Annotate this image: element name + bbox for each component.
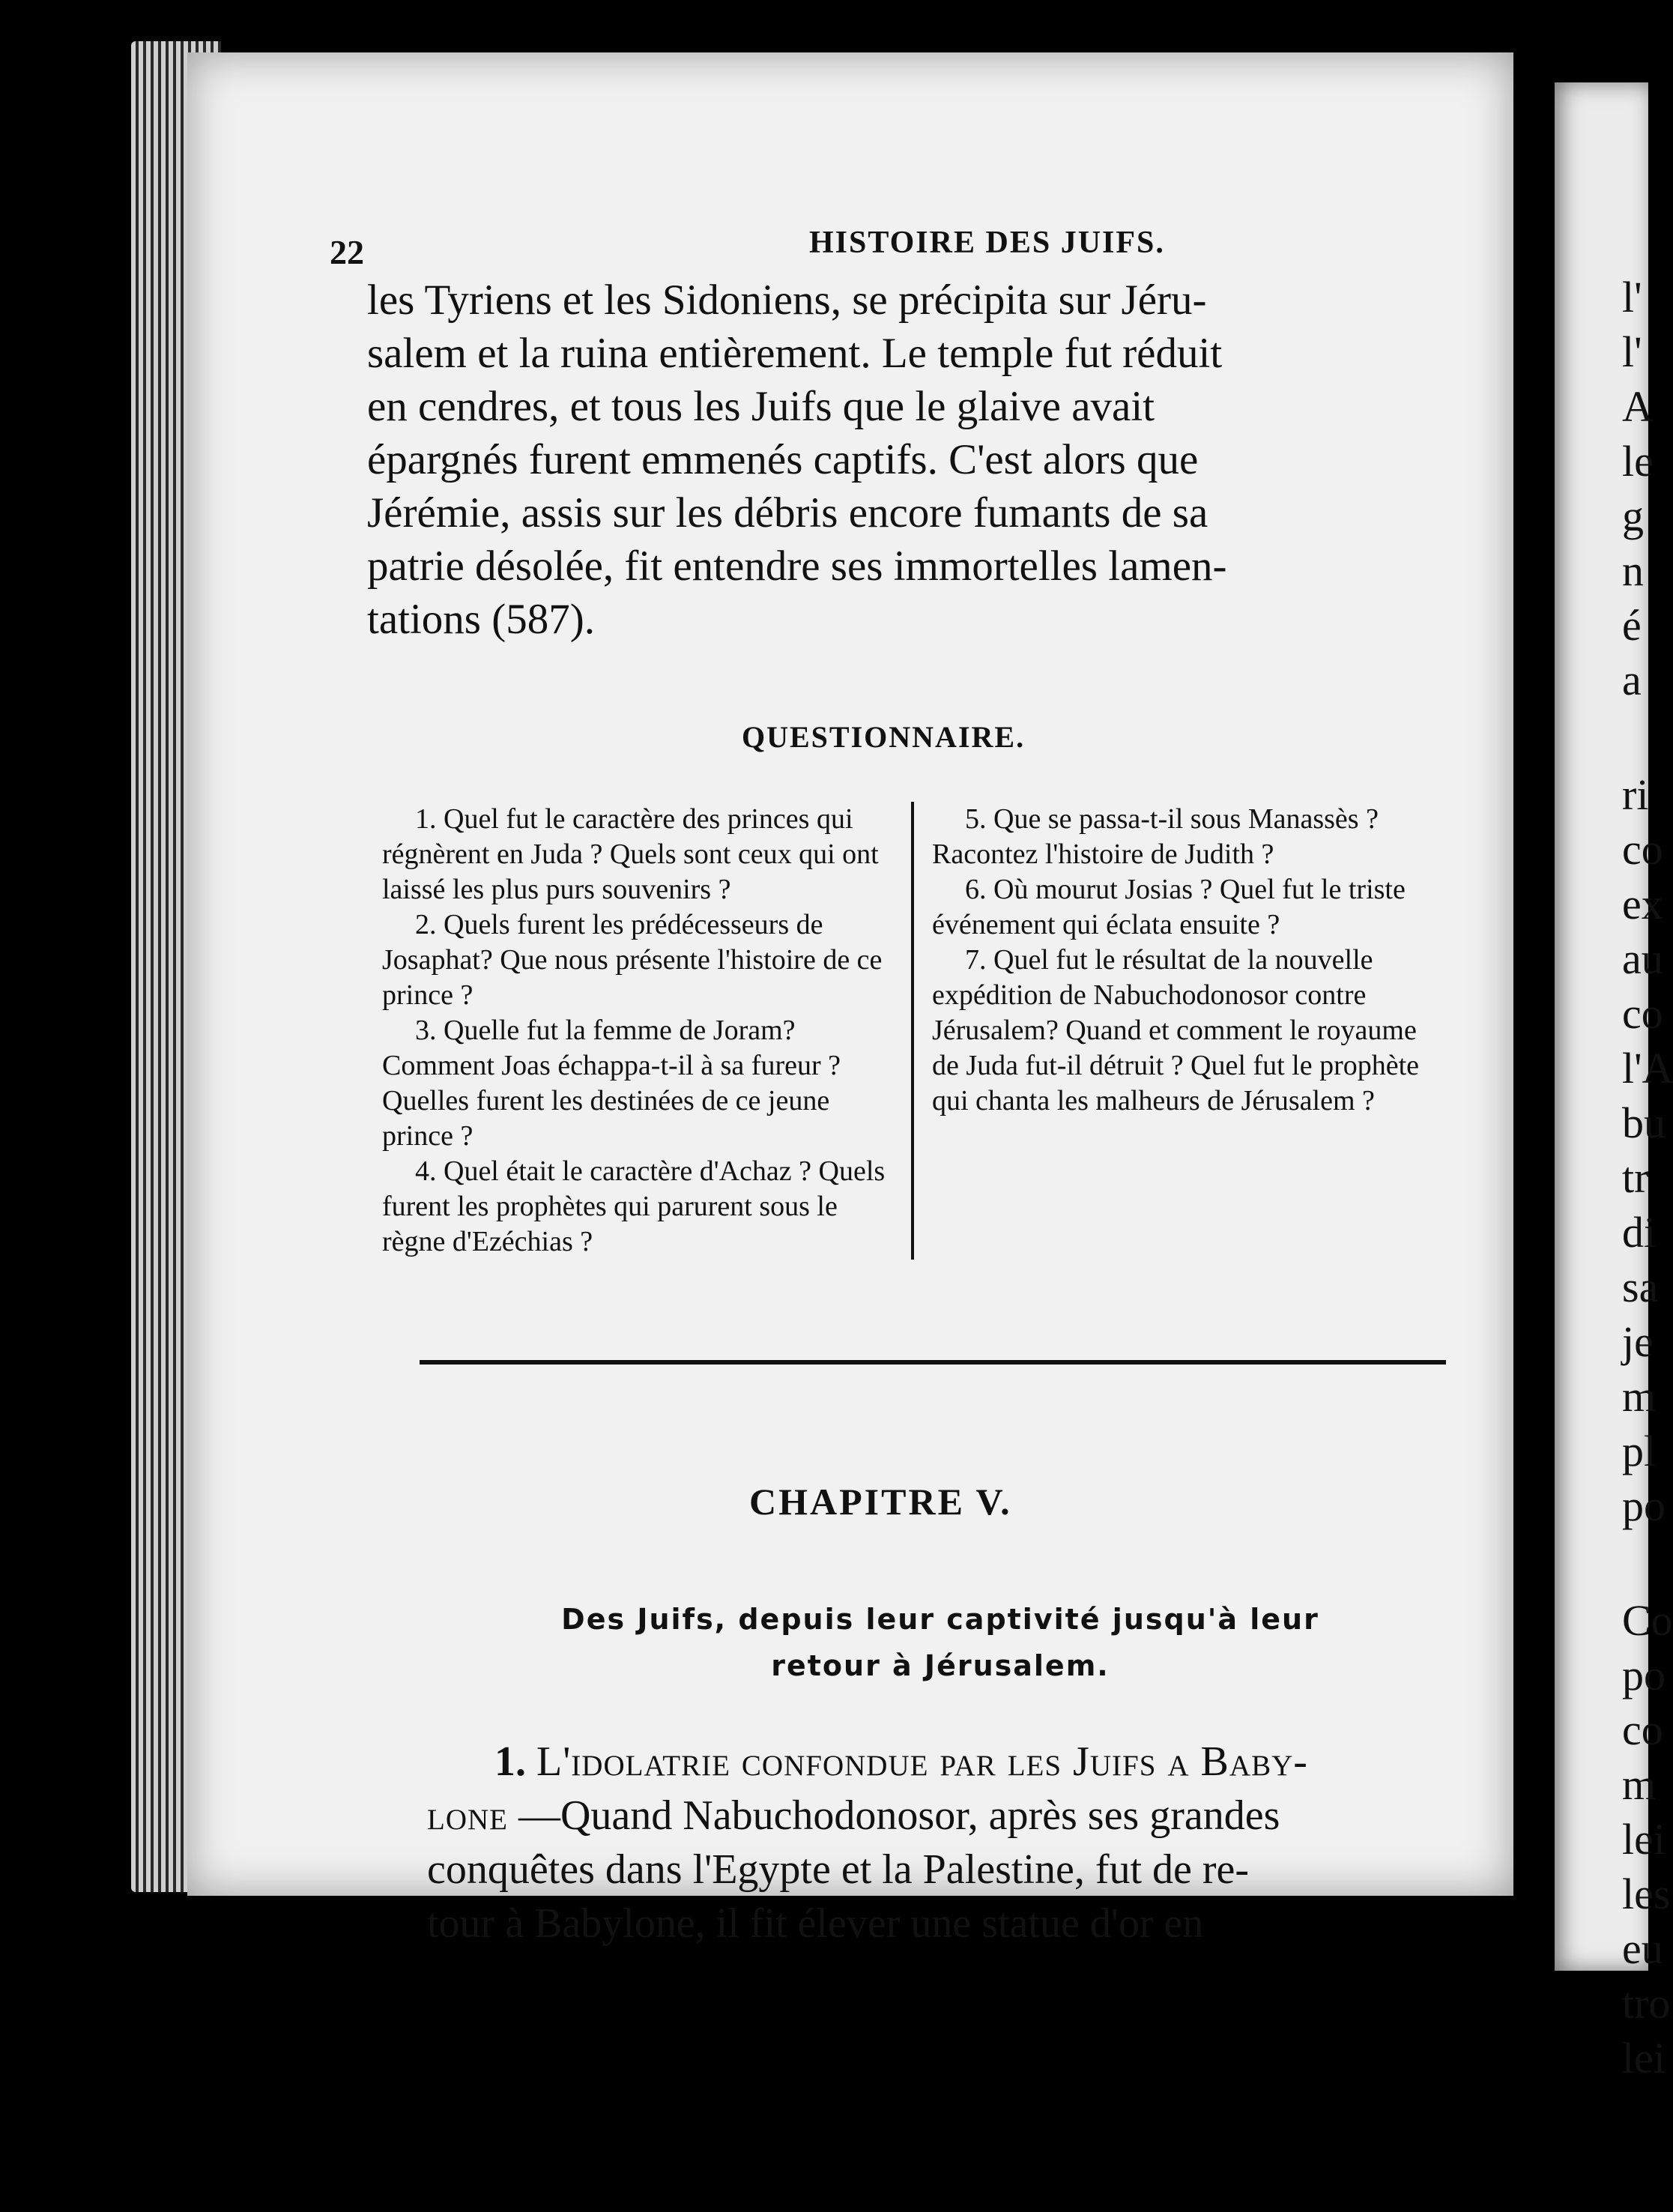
body-line: les Tyriens et les Sidoniens, se précipita sur Jéru- — [367, 276, 1207, 324]
running-title: HISTOIRE DES JUIFS. — [809, 226, 1165, 260]
running-head — [330, 225, 1453, 270]
facing-page-text: l'A — [1622, 1044, 1673, 1093]
question-item: 3. Quelle fut la femme de Joram? Comment Joas échappa-t-il à sa fureur ? Quelles furent les destinées de ce jeune prince ? — [382, 1015, 841, 1152]
facing-page-text: pl — [1622, 1427, 1657, 1475]
facing-page-text: co — [1622, 825, 1663, 874]
body-line: épargnés furent emmenés captifs. C'est alors que — [367, 436, 1199, 483]
facing-page-text: po — [1622, 1481, 1666, 1530]
question-item: 5. Que se passa-t-il sous Manassès ? Racontez l'histoire de Judith ? — [932, 803, 1379, 870]
section-line — [427, 1789, 1461, 1843]
section-paragraph — [427, 1735, 1461, 1950]
facing-page-text: tr — [1622, 1153, 1649, 1202]
question-item: 7. Quel fut le résultat de la nouvelle expédition de Nabuchodonosor contre Jérusalem? Quand et comment le royaume de Juda fut-il détruit ? Quel fut le prophète qui chanta les malheurs de Jérusalem ? — [932, 944, 1420, 1116]
question-item: 1. Quel fut le caractère des princes qui régnèrent en Juda ? Quels sont ceux qui ont laissé les plus purs souvenirs ? — [382, 803, 879, 905]
facing-page-text: A — [1622, 382, 1654, 431]
question-item: 6. Où mourut Josias ? Quel fut le triste événement qui éclata ensuite ? — [932, 874, 1406, 940]
section-heading-end: lone — [427, 1792, 508, 1839]
facing-page-text: je — [1622, 1317, 1654, 1366]
body-paragraph — [367, 274, 1438, 646]
question-item: 2. Quels furent les prédécesseurs de Josaphat? Que nous présente l'histoire de ce prince ? — [382, 909, 883, 1011]
facing-page-text: m — [1622, 1372, 1657, 1421]
questionnaire-heading: QUESTIONNAIRE. — [742, 720, 1026, 754]
section-line: tour à Babylone, il fit élever une statue d'or en — [427, 1900, 1204, 1947]
facing-page-text: eu — [1622, 1924, 1663, 1973]
facing-page-text: bu — [1622, 1099, 1666, 1147]
facing-page-text: ex — [1622, 880, 1663, 928]
facing-page-text: ri — [1622, 770, 1649, 819]
section-number: 1. — [494, 1738, 526, 1785]
facing-page-text: les — [1622, 1870, 1671, 1918]
chapter-subtitle — [457, 1596, 1424, 1689]
questionnaire-right-column — [914, 802, 1446, 1260]
body-line: Jérémie, assis sur les débris encore fumants de sa — [367, 489, 1208, 537]
page-number: 22 — [330, 233, 364, 271]
questionnaire — [382, 802, 1446, 1260]
facing-page-text: au — [1622, 934, 1663, 983]
facing-page-text: co — [1622, 1705, 1663, 1754]
book-page — [187, 52, 1513, 1947]
body-line: en cendres, et tous les Juifs que le glaive avait — [367, 383, 1155, 430]
facing-page-text: po — [1622, 1651, 1666, 1699]
body-line: tations (587). — [367, 596, 595, 643]
facing-page-text: n — [1622, 546, 1644, 595]
body-line: salem et la ruina entièrement. Le temple fut réduit — [367, 330, 1223, 377]
facing-page-text: tro — [1622, 1979, 1671, 2028]
facing-page-text: Co — [1622, 1596, 1673, 1645]
facing-page-text: co — [1622, 989, 1663, 1038]
section-heading: L'idolatrie confondue par les Juifs a Baby- — [536, 1738, 1308, 1785]
section-line: conquêtes dans l'Egypte et la Palestine, fut de re- — [427, 1846, 1250, 1893]
facing-page-text: di — [1622, 1208, 1657, 1257]
facing-page-text: a — [1622, 656, 1642, 704]
facing-page-text: l' — [1622, 273, 1642, 321]
chapter-subtitle-line: Des Juifs, depuis leur captivité jusqu'à leur — [561, 1603, 1319, 1636]
facing-page-text: l' — [1622, 327, 1642, 376]
question-item: 4. Quel était le caractère d'Achaz ? Quels furent les prophètes qui parurent sous le règne d'Ezéchias ? — [382, 1155, 886, 1257]
chapter-subtitle-line: retour à Jérusalem. — [771, 1649, 1110, 1682]
section-text: —Quand Nabuchodonosor, après ses grandes — [507, 1792, 1280, 1839]
section-heading-line — [427, 1735, 1461, 1789]
facing-page-text: m — [1622, 1760, 1657, 1809]
facing-page-text: g — [1622, 492, 1644, 540]
section-divider — [420, 1360, 1446, 1365]
facing-page-fragment — [1555, 82, 1673, 2082]
questionnaire-left-column — [382, 802, 914, 1260]
chapter-title: CHAPITRE V. — [749, 1481, 1012, 1523]
facing-page-text: lei — [1622, 1815, 1666, 1864]
facing-page-text: sa — [1622, 1263, 1659, 1311]
facing-page-text: lei — [1622, 2034, 1666, 2082]
facing-page-text: é — [1622, 601, 1642, 650]
facing-page-text: le — [1622, 437, 1654, 486]
body-line: patrie désolée, fit entendre ses immortelles lamen- — [367, 543, 1227, 590]
